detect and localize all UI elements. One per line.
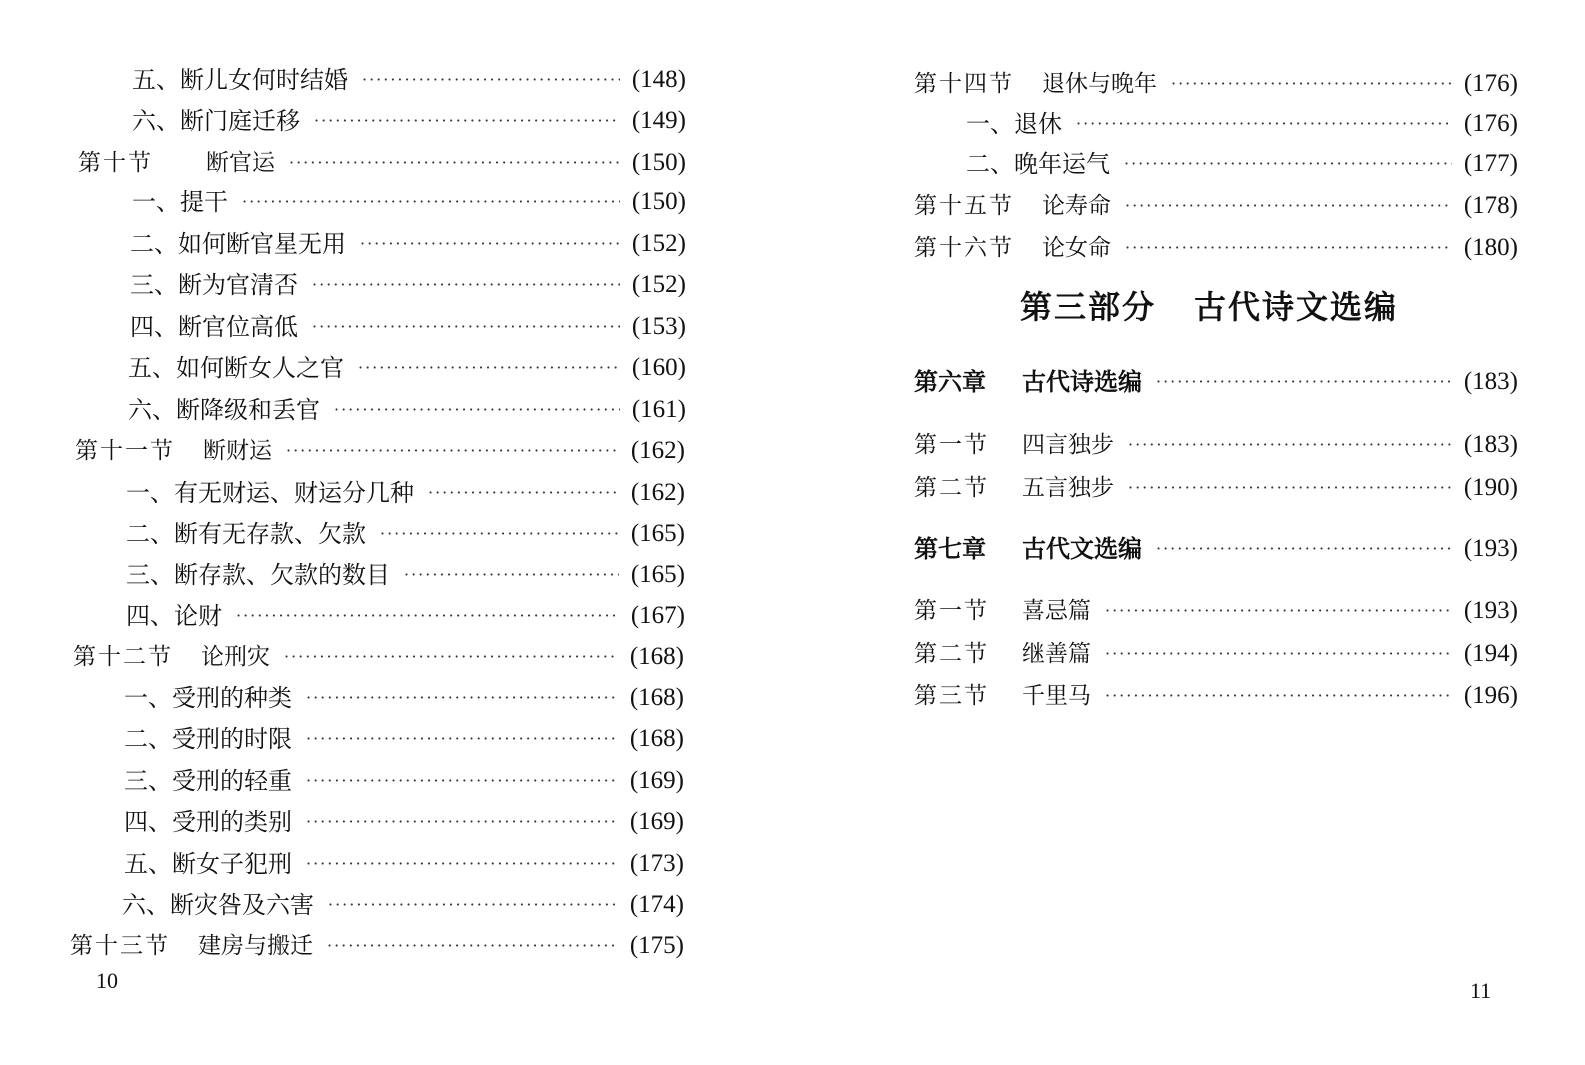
chapter-title: 古代文选编 <box>1022 535 1142 563</box>
toc-page-number: (150) <box>631 188 686 215</box>
toc-page-number: (160) <box>631 354 686 381</box>
toc-entry[interactable] <box>966 105 1518 143</box>
dot-leader <box>1128 469 1452 507</box>
dot-leader <box>358 349 620 387</box>
dot-leader <box>314 102 620 140</box>
toc-page-number: (168) <box>629 684 684 711</box>
toc-section-entry[interactable] <box>914 677 1518 715</box>
toc-page-number: (178) <box>1463 192 1518 219</box>
part-title-text: 古代诗文选编 <box>1194 288 1399 326</box>
toc-page-number: (162) <box>630 479 685 506</box>
chapter-number: 第七章 <box>914 535 986 563</box>
toc-page-number: (169) <box>629 808 684 835</box>
dot-leader <box>1124 145 1452 183</box>
toc-entry[interactable] <box>132 102 686 140</box>
section-number: 第十二节 <box>73 644 173 670</box>
dot-leader <box>327 927 618 965</box>
dot-leader <box>1105 677 1452 715</box>
dot-leader <box>1105 592 1452 630</box>
toc-section-entry[interactable] <box>70 927 684 965</box>
dot-leader <box>312 266 620 304</box>
toc-page-number: (175) <box>629 932 684 959</box>
section-number: 第十一节 <box>75 438 175 464</box>
section-title: 退休与晚年 <box>1042 71 1157 97</box>
toc-entry[interactable] <box>122 886 684 924</box>
toc-page-number: (153) <box>631 313 686 340</box>
section-title: 建房与搬迁 <box>198 933 313 959</box>
dot-leader <box>286 432 619 470</box>
right-page <box>790 0 1585 1065</box>
toc-entry-title: 四、论财 <box>126 602 222 630</box>
dot-leader <box>306 803 618 841</box>
chapter-title: 古代诗选编 <box>1022 368 1142 396</box>
toc-entry-title: 二、如何断官星无用 <box>130 230 346 258</box>
toc-page-number: (176) <box>1463 70 1518 97</box>
dot-leader <box>306 845 618 883</box>
toc-entry-title: 五、断女子犯刑 <box>124 850 292 878</box>
toc-section-entry[interactable] <box>73 638 684 676</box>
toc-page-number: (169) <box>629 767 684 794</box>
toc-entry[interactable] <box>132 61 686 99</box>
dot-leader <box>428 474 619 512</box>
dot-leader <box>1156 363 1452 401</box>
section-title: 五言独步 <box>1022 475 1114 501</box>
chapter-number: 第六章 <box>914 368 986 396</box>
toc-section-entry[interactable] <box>914 592 1518 630</box>
dot-leader <box>289 144 620 182</box>
toc-page-number: (190) <box>1463 474 1518 501</box>
toc-page-number: (194) <box>1463 640 1518 667</box>
toc-page-number: (196) <box>1463 682 1518 709</box>
toc-entry[interactable] <box>132 183 686 221</box>
dot-leader <box>242 183 620 221</box>
toc-page-number: (161) <box>631 396 686 423</box>
toc-page-number: (168) <box>629 725 684 752</box>
dot-leader <box>1076 105 1452 143</box>
toc-entry-title: 五、断儿女何时结婚 <box>132 66 348 94</box>
toc-entry-title: 四、断官位高低 <box>130 313 298 341</box>
section-title: 四言独步 <box>1022 432 1114 458</box>
toc-entry[interactable] <box>124 762 684 800</box>
toc-section-entry[interactable] <box>914 229 1518 267</box>
toc-page-number: (162) <box>630 437 685 464</box>
section-title: 喜忌篇 <box>1022 598 1091 624</box>
section-number: 第十节 <box>78 150 153 176</box>
toc-page-number: (168) <box>629 643 684 670</box>
dot-leader <box>284 638 618 676</box>
page-number-left: 10 <box>96 968 118 993</box>
toc-page-number: (165) <box>630 561 685 588</box>
toc-entry-title: 六、断降级和丢官 <box>128 396 320 424</box>
section-title: 论女命 <box>1042 235 1111 261</box>
toc-entry[interactable] <box>126 474 685 512</box>
toc-page-number: (149) <box>631 107 686 134</box>
page-number-right: 11 <box>1470 978 1492 1003</box>
toc-entry[interactable] <box>128 349 686 387</box>
dot-leader <box>380 515 619 553</box>
dot-leader <box>360 225 620 263</box>
toc-entry-title: 三、断为官清否 <box>130 271 298 299</box>
dot-leader <box>1171 65 1452 103</box>
toc-entry-title: 二、断有无存款、欠款 <box>126 520 366 548</box>
section-title: 千里马 <box>1022 683 1091 709</box>
toc-page-number: (152) <box>631 271 686 298</box>
toc-entry-title: 一、受刑的种类 <box>124 684 292 712</box>
part-heading <box>1020 282 1398 328</box>
dot-leader <box>1125 229 1452 267</box>
toc-page-number: (183) <box>1463 431 1518 458</box>
dot-leader <box>404 556 619 594</box>
section-title: 断官运 <box>206 150 275 176</box>
dot-leader <box>306 762 618 800</box>
toc-entry[interactable] <box>124 720 684 758</box>
toc-page-number: (165) <box>630 520 685 547</box>
dot-leader <box>1128 426 1452 464</box>
section-number: 第三节 <box>914 683 989 709</box>
toc-entry-title: 三、受刑的轻重 <box>124 767 292 795</box>
section-title: 继善篇 <box>1022 641 1091 667</box>
toc-entry[interactable] <box>126 597 685 635</box>
section-number: 第一节 <box>914 432 989 458</box>
toc-chapter-entry[interactable] <box>914 530 1518 568</box>
dot-leader <box>1105 635 1452 673</box>
dot-leader <box>1156 530 1452 568</box>
toc-page-number: (183) <box>1463 368 1518 395</box>
toc-entry-title: 三、断存款、欠款的数目 <box>126 561 390 589</box>
toc-entry-title: 六、断灾咎及六害 <box>122 891 314 919</box>
dot-leader <box>362 61 620 99</box>
toc-entry[interactable] <box>126 556 685 594</box>
toc-entry-title: 一、退休 <box>966 110 1062 138</box>
toc-page-number: (176) <box>1463 110 1518 137</box>
dot-leader <box>236 597 619 635</box>
toc-page-number: (173) <box>629 850 684 877</box>
toc-section-entry[interactable] <box>914 65 1518 103</box>
section-title: 断财运 <box>203 438 272 464</box>
section-number: 第十六节 <box>914 235 1014 261</box>
toc-section-entry[interactable] <box>914 635 1518 673</box>
toc-entry-title: 一、提干 <box>132 188 228 216</box>
toc-entry[interactable] <box>124 679 684 717</box>
part-label: 第三部分 <box>1020 288 1157 326</box>
toc-entry[interactable] <box>966 145 1518 183</box>
toc-entry[interactable] <box>128 391 686 429</box>
section-number: 第二节 <box>914 475 989 501</box>
toc-section-entry[interactable] <box>75 432 685 470</box>
toc-page-number: (167) <box>630 602 685 629</box>
dot-leader <box>306 720 618 758</box>
dot-leader <box>1125 187 1452 225</box>
section-title: 论寿命 <box>1042 193 1111 219</box>
toc-page-number: (180) <box>1463 234 1518 261</box>
toc-entry-title: 五、如何断女人之官 <box>128 354 344 382</box>
dot-leader <box>312 308 620 346</box>
toc-entry[interactable] <box>130 308 686 346</box>
section-number: 第二节 <box>914 641 989 667</box>
toc-entry[interactable] <box>130 225 686 263</box>
toc-entry[interactable] <box>130 266 686 304</box>
toc-section-entry[interactable] <box>914 187 1518 225</box>
toc-page-number: (193) <box>1463 597 1518 624</box>
toc-chapter-entry[interactable] <box>914 363 1518 401</box>
section-number: 第十四节 <box>914 71 1014 97</box>
toc-page-number: (174) <box>629 891 684 918</box>
left-page <box>0 0 790 1065</box>
toc-page-number: (148) <box>631 66 686 93</box>
toc-page-number: (150) <box>631 149 686 176</box>
toc-section-entry[interactable] <box>78 144 686 182</box>
section-number: 第十五节 <box>914 193 1014 219</box>
dot-leader <box>334 391 620 429</box>
toc-section-entry[interactable] <box>914 426 1518 464</box>
toc-entry[interactable] <box>124 803 684 841</box>
toc-entry-title: 一、有无财运、财运分几种 <box>126 479 414 507</box>
toc-entry-title: 四、受刑的类别 <box>124 808 292 836</box>
toc-page-number: (177) <box>1463 150 1518 177</box>
toc-entry-title: 六、断门庭迁移 <box>132 107 300 135</box>
toc-page-number: (193) <box>1463 535 1518 562</box>
toc-entry[interactable] <box>126 515 685 553</box>
dot-leader <box>328 886 618 924</box>
section-title: 论刑灾 <box>201 644 270 670</box>
toc-entry[interactable] <box>124 845 684 883</box>
toc-entry-title: 二、晚年运气 <box>966 150 1110 178</box>
section-number: 第一节 <box>914 598 989 624</box>
dot-leader <box>306 679 618 717</box>
toc-page-number: (152) <box>631 230 686 257</box>
toc-entry-title: 二、受刑的时限 <box>124 725 292 753</box>
toc-section-entry[interactable] <box>914 469 1518 507</box>
section-number: 第十三节 <box>70 933 170 959</box>
